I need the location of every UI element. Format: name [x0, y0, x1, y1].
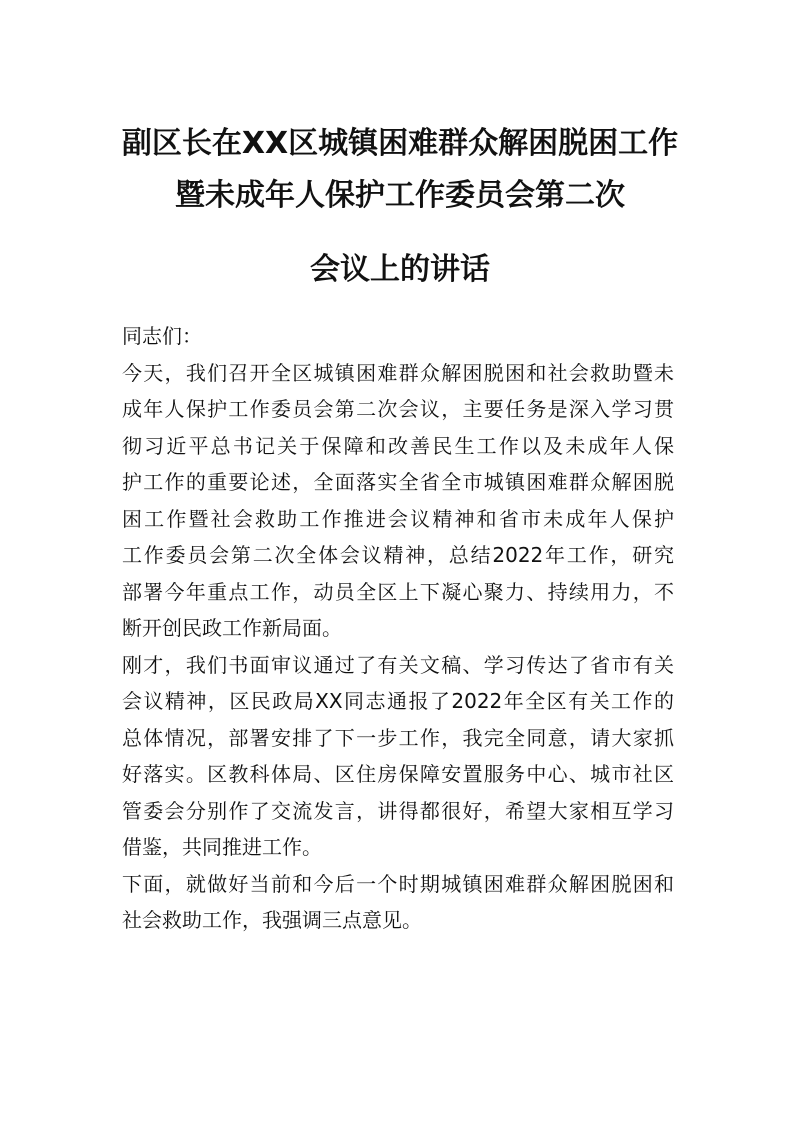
paragraph-line: 好落实。区教科体局、区住房保障安置服务中心、城市社区 [122, 762, 674, 786]
title-line: 副区长在XX区城镇困难群众解困脱困工作 [121, 126, 679, 161]
paragraph-line: 管委会分别作了交流发言，讲得都很好，希望大家相互学习 [122, 798, 674, 823]
salutation: 同志们： [122, 324, 202, 348]
paragraph-line: 刚才，我们书面审议通过了有关文稿、学习传达了省市有关 [122, 652, 674, 677]
paragraph-line: 彻习近平总书记关于保障和改善民生工作以及未成年人保 [122, 433, 674, 458]
paragraph-line: 借鉴，共同推进工作。 [122, 835, 322, 859]
paragraph-line: 工作委员会第二次全体会议精神，总结2022年工作，研究 [122, 543, 674, 567]
paragraph-line: 今天，我们召开全区城镇困难群众解困脱困和社会救助暨未 [122, 360, 674, 385]
paragraph-line: 成年人保护工作委员会第二次会议，主要任务是深入学习贯 [122, 397, 674, 421]
paragraph-line: 会议精神，区民政局XX同志通报了2022年全区有关工作的 [122, 689, 674, 713]
paragraph-line: 护工作的重要论述，全面落实全省全市城镇困难群众解困脱 [122, 470, 674, 494]
title-line: 会议上的讲话 [310, 252, 490, 287]
paragraph-line: 下面，就做好当前和今后一个时期城镇困难群众解困脱困和 [122, 871, 674, 896]
paragraph-line: 断开创民政工作新局面。 [122, 616, 342, 640]
paragraph-1 [122, 355, 674, 647]
document-title [100, 118, 700, 296]
paragraph-line: 困工作暨社会救助工作推进会议精神和省市未成年人保护 [122, 506, 674, 531]
paragraph-line: 部署今年重点工作，动员全区上下凝心聚力、持续用力，不 [122, 579, 674, 604]
document-body [122, 318, 674, 939]
paragraph-line: 总体情况，部署安排了下一步工作，我完全同意，请大家抓 [122, 725, 674, 750]
paragraph-3 [122, 866, 674, 939]
paragraph-2 [122, 647, 674, 866]
title-line: 暨未成年人保护工作委员会第二次 [175, 178, 625, 213]
paragraph-line: 社会救助工作，我强调三点意见。 [122, 908, 422, 932]
